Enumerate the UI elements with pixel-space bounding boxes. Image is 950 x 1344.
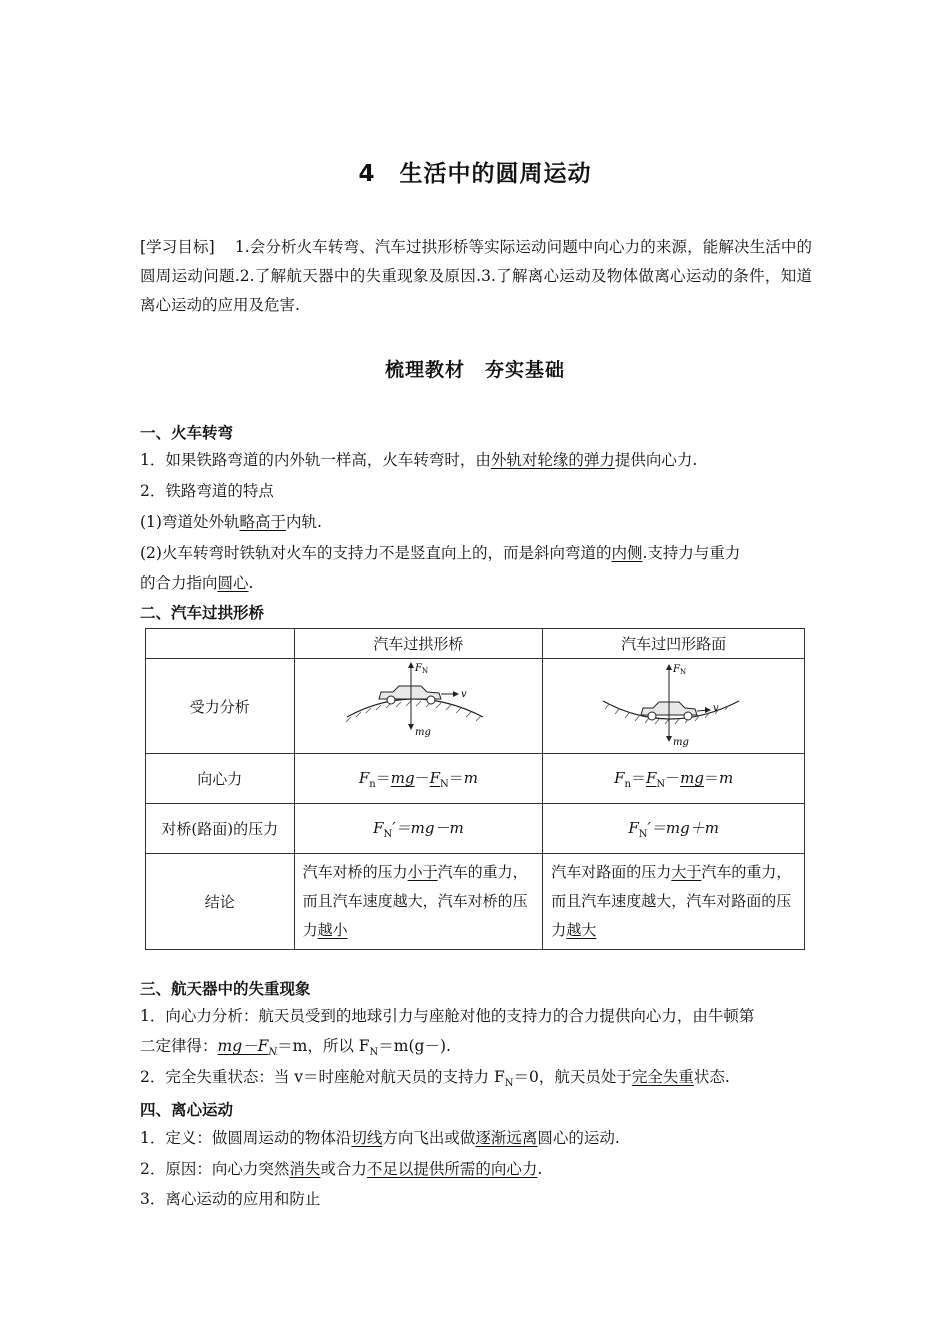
arch-hatching: [346, 701, 481, 722]
s1-p1-text: 1．如果铁路弯道的内外轨一样高，火车转弯时，由: [140, 451, 491, 469]
s1-paragraph-1: [140, 448, 697, 470]
s1-paragraph-4: [140, 541, 740, 563]
mg-label: mg: [672, 737, 689, 748]
s1-p1-answer: 外轨对轮缘的弹力: [490, 451, 615, 469]
s3-paragraph-1b: 二定律得：$mg-F_N=m$，所以 $F_N=m(g-)$.: [140, 1037, 451, 1059]
v-label: v: [461, 689, 468, 700]
table-row: [146, 754, 805, 804]
col-header-arch: 汽车过拱形桥: [294, 629, 543, 659]
section-title: 梳理教材 夯实基础: [384, 359, 565, 381]
heading-arch-bridge: 二、汽车过拱形桥: [140, 604, 265, 622]
s4-paragraph-1: 1．定义：做圆周运动的物体沿切线方向飞出或做逐渐远离圆心的运动.: [140, 1129, 620, 1147]
heading-centrifugal: 四、离心运动: [140, 1101, 234, 1119]
goals-label: [学习目标]: [140, 238, 215, 256]
s1-p4-answer: 内侧: [611, 544, 643, 562]
table-row: [146, 629, 805, 659]
row-header-conclusion: 结论: [146, 854, 295, 950]
s4-paragraph-2: 2．原因：向心力突然消失或合力不足以提供所需的向心力.: [140, 1160, 543, 1178]
s1-p3-text: (1)弯道处外轨: [140, 513, 240, 531]
s1-p4-text: (2)火车转弯时铁轨对火车的支持力不是竖直向上的，而是斜向弯道的: [140, 544, 612, 562]
row-header-pressure: 对桥(路面)的压力: [146, 804, 295, 854]
learning-goals: [140, 233, 812, 320]
table-row: [146, 804, 805, 854]
s1-p4-text-mid: .支持力与重力: [642, 544, 741, 562]
row-header-centripetal: 向心力: [146, 754, 295, 804]
s1-paragraph-3: [140, 510, 322, 532]
concave-centripetal-formula: $F_n=F_N-mg=m$: [543, 754, 805, 804]
bridge-table: [145, 628, 805, 950]
s1-p4-text-end: .: [248, 574, 254, 592]
col-header-concave: 汽车过凹形路面: [543, 629, 805, 659]
s1-paragraph-4b: [140, 571, 253, 593]
concave-road-diagram: [589, 659, 759, 749]
mg-label: mg: [415, 727, 432, 738]
arch-bridge-diagram: [333, 659, 503, 749]
goals-text: 1.会分析火车转弯、汽车过拱形桥等实际运动问题中向心力的来源，能解决生活中的圆周运动问题.2.了解航天器中的失重现象及原因.3.了解离心运动及物体做离心运动的条件，知道离心运动的应用及危害.: [140, 238, 812, 314]
table-cell-empty: [146, 629, 295, 659]
concave-pressure-formula: $F_N'=mg+m$: [543, 804, 805, 854]
fn-label: $F_N$: [672, 664, 686, 676]
arch-figure-cell: [294, 659, 543, 754]
heading-weightlessness: 三、航天器中的失重现象: [140, 980, 311, 998]
concave-conclusion: 汽车对路面的压力大于汽车的重力，而且汽车速度越大，汽车对路面的压力越大: [543, 854, 805, 950]
heading-train-turn: 一、火车转弯: [140, 424, 234, 442]
s3-paragraph-1: 1．向心力分析：航天员受到的地球引力与座舱对他的支持力的合力提供向心力，由牛顿第: [140, 1007, 755, 1025]
arch-centripetal-formula: $F_n=mg-F_N=m$: [294, 754, 543, 804]
row-header-force: 受力分析: [146, 659, 295, 754]
s1-p3-answer: 略高于: [239, 513, 286, 531]
s1-paragraph-2: 2．铁路弯道的特点: [140, 482, 274, 500]
table-row: [146, 854, 805, 950]
s1-p4-text-2: 的合力指向: [140, 574, 218, 592]
s1-p3-text-end: 内轨.: [285, 513, 322, 531]
arch-pressure-formula: $F_N'=mg-m$: [294, 804, 543, 854]
s1-p1-text-end: 提供向心力.: [614, 451, 698, 469]
s3-paragraph-2: 2．完全失重状态：当 v＝时座舱对航天员的支持力 $F_N=0$，航天员处于完全失重状态.: [140, 1068, 730, 1090]
s1-p4-answer-2: 圆心: [217, 574, 249, 592]
v-label: v: [712, 703, 719, 714]
page-title: 4 生活中的圆周运动: [358, 161, 592, 187]
car-icon: [379, 686, 441, 704]
s4-paragraph-3: 3．离心运动的应用和防止: [140, 1190, 321, 1208]
arch-conclusion: 汽车对桥的压力小于汽车的重力，而且汽车速度越大，汽车对桥的压力越小: [294, 854, 543, 950]
arch-road-curve: [347, 699, 483, 717]
concave-figure-cell: [543, 659, 805, 754]
fn-label: $F_N$: [415, 663, 429, 675]
table-row: [146, 659, 805, 754]
